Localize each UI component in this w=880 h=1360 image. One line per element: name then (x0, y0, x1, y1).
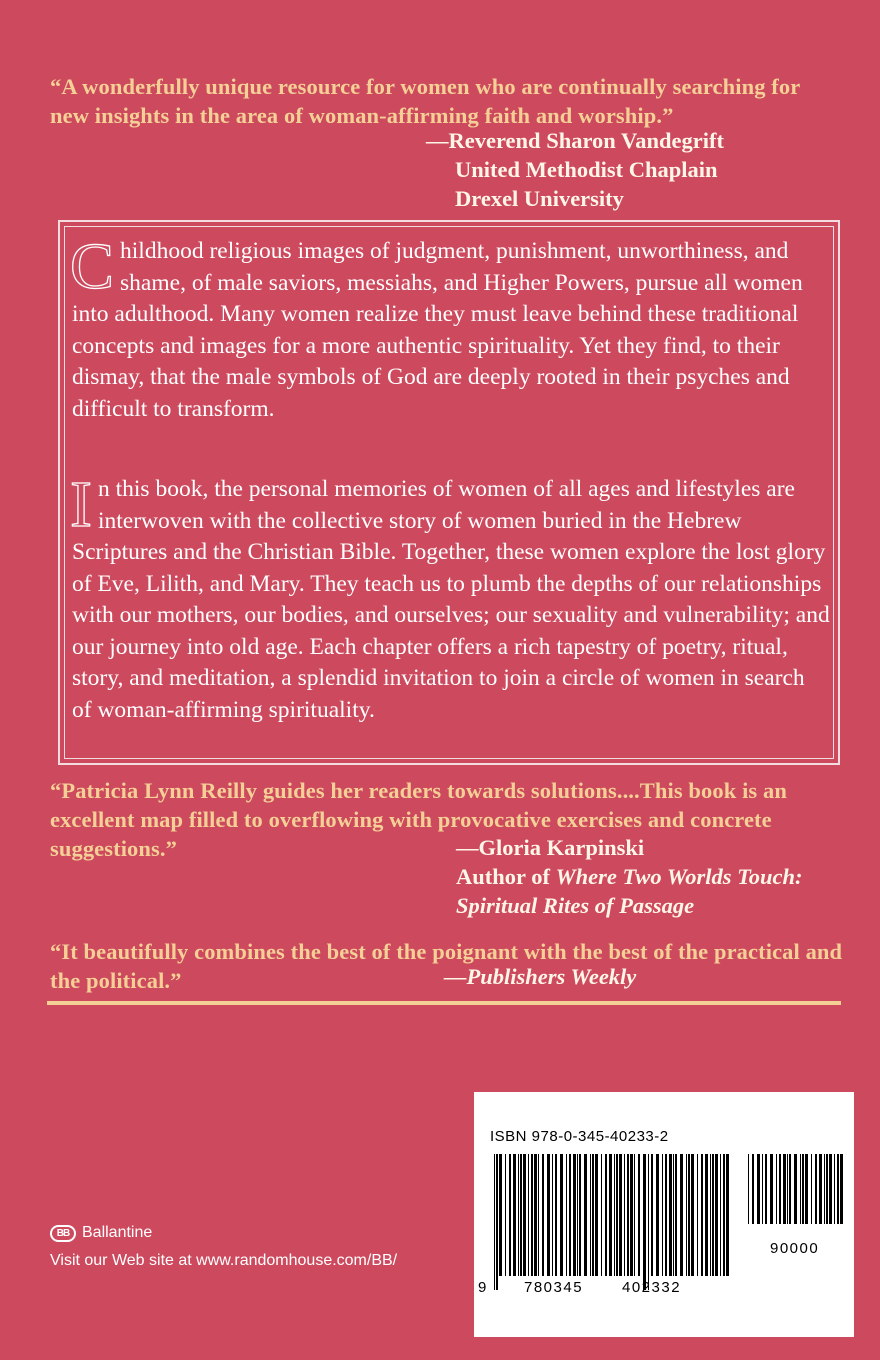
barcode-bar (748, 1154, 749, 1224)
barcode-bar (513, 1154, 516, 1276)
barcode-bar (634, 1154, 635, 1276)
isbn-label: ISBN 978-0-345-40233-2 (490, 1128, 669, 1145)
barcode-bar (826, 1154, 828, 1224)
blurb-paragraph-1 (70, 230, 830, 425)
barcode-bar (577, 1154, 578, 1276)
barcode-bar (673, 1154, 674, 1276)
barcode-bar (547, 1154, 550, 1276)
barcode-bar (552, 1154, 553, 1276)
barcode-bar (720, 1154, 721, 1276)
addon-barcode (736, 1154, 846, 1244)
barcode-bar (715, 1154, 718, 1276)
barcode-bar (573, 1154, 576, 1276)
barcode-panel (474, 1092, 854, 1337)
blurb-paragraph-2-text: n this book, the personal memories of women of all ages and lifestyles are interwoven with the collective story of women buried in the Hebrew Scriptures and the Christian Bible. Together, these women explore the lost glory of Eve, Lilith, and Mary. They teach us to plumb the depths of our relationships with our mothers, our bodies, and ourselves; our sexuality and vulnerability; and our journey into old age. Each chapter offers a rich tapestry of poetry, ritual, story, and meditation, a splendid invitation to join a circle of women in search of woman-affirming spirituality. (72, 476, 830, 723)
barcode-bar (566, 1154, 567, 1276)
barcode-bar (569, 1154, 571, 1276)
book-title-line-1: Where Two Worlds Touch: (555, 864, 803, 889)
barcode-bar (624, 1154, 625, 1276)
attribution-prefix: Author of (456, 864, 556, 889)
barcode-bar (555, 1154, 557, 1276)
barcode-bar (616, 1154, 618, 1276)
barcode-bar (638, 1154, 640, 1276)
book-title-line-2: Spiritual Rites of Passage (456, 893, 695, 918)
barcode-bar (584, 1154, 587, 1276)
barcode-digits-left: 780345 (524, 1279, 584, 1296)
barcode-bar (705, 1154, 708, 1276)
barcode-bar (656, 1154, 659, 1276)
barcode-bar (794, 1154, 797, 1224)
top-quote: “A wonderfully unique resource for women who are continually searching for new insights in the area of woman-affirming faith and worship.” (50, 74, 800, 128)
barcode-bar (595, 1154, 598, 1276)
bottom-quote: “It beautifully combines the best of the poignant with the best of the practical and the political.” (50, 939, 843, 993)
barcode-bar (840, 1154, 843, 1224)
barcode-bar (837, 1154, 839, 1224)
barcode-bar (787, 1154, 788, 1224)
attribution-name: —Reverend Sharon Vandegrift (426, 128, 724, 153)
ballantine-logo-icon: BB (50, 1225, 76, 1242)
barcode-bar (783, 1154, 786, 1224)
barcode-bar (542, 1154, 544, 1276)
barcode-bar (800, 1154, 801, 1224)
barcode-bar (762, 1154, 763, 1224)
barcode-bar (523, 1154, 526, 1276)
barcode-bar (579, 1154, 581, 1276)
attribution-institution: Drexel University (455, 186, 624, 211)
middle-quote-attribution (456, 833, 803, 920)
barcode-bar (701, 1154, 703, 1276)
barcode-bar (528, 1154, 529, 1276)
barcode-bar (534, 1154, 537, 1276)
dropcap-i: I (70, 468, 92, 541)
barcode-bar (697, 1154, 698, 1276)
barcode-bar (779, 1154, 781, 1224)
barcode-bar (680, 1154, 683, 1276)
barcode-bar (614, 1154, 615, 1276)
publication-name: —Publishers Weekly (444, 964, 637, 989)
top-quote-attribution (426, 126, 724, 213)
barcode-bar (776, 1154, 777, 1224)
barcode-bar (757, 1154, 760, 1224)
barcode-bar (824, 1154, 825, 1224)
barcode-bar (560, 1154, 563, 1276)
barcode-bar (496, 1154, 498, 1290)
barcode-bar (494, 1154, 495, 1290)
barcode-bar (723, 1154, 725, 1276)
barcode-bar (815, 1154, 817, 1224)
barcode-bar (819, 1154, 822, 1224)
barcode-bar (538, 1154, 539, 1276)
barcode-digits-right: 402332 (622, 1279, 682, 1296)
barcode-bar (609, 1154, 612, 1276)
middle-quote: “Patricia Lynn Reilly guides her readers towards solutions....This book is an excellent map filled to overflowing with provocative exercises and concrete suggestions.” (50, 778, 787, 861)
barcode-bar (531, 1154, 533, 1276)
barcode-bar (518, 1154, 519, 1276)
attribution-name: —Gloria Karpinski (456, 835, 645, 860)
barcode-bar (712, 1154, 714, 1276)
barcode-bar (765, 1154, 767, 1224)
barcode-bar (802, 1154, 804, 1224)
bottom-quote-attribution (444, 962, 636, 991)
publisher-block (50, 1224, 397, 1270)
blurb-paragraph-1-text: hildhood religious images of judgment, punishment, unworthiness, and shame, of male saviors, messiahs, and Higher Powers, pursue all women into adulthood. Many women realize they must leave behind these traditional concepts and images for a more authentic spirituality. Yet they find, to their dismay, that the male symbols of God are deeply rooted in their psyches and difficult to transform. (72, 238, 803, 422)
barcode-bar (726, 1154, 729, 1276)
barcode-bar (499, 1154, 502, 1276)
attribution-role: United Methodist Chaplain (455, 157, 718, 182)
barcode-bar (605, 1154, 607, 1276)
barcode-bar (627, 1154, 629, 1276)
barcode-bar (630, 1154, 633, 1276)
barcode-bar (665, 1154, 667, 1276)
barcode-bar (675, 1154, 677, 1276)
barcode-bar (601, 1154, 602, 1276)
ean-barcode (482, 1154, 732, 1294)
publisher-name: Ballantine (82, 1224, 153, 1241)
publisher-website: Visit our Web site at www.randomhouse.com/BB/ (50, 1252, 398, 1269)
barcode-digit-first: 9 (478, 1279, 488, 1296)
barcode-bar (648, 1154, 649, 1290)
divider-rule (47, 1001, 841, 1005)
barcode-bar (662, 1154, 663, 1276)
barcode-bar (811, 1154, 812, 1224)
barcode-bar (789, 1154, 791, 1224)
barcode-bar (619, 1154, 622, 1276)
barcode-bar (752, 1154, 754, 1224)
barcode-bar (691, 1154, 694, 1276)
barcode-bar (834, 1154, 835, 1224)
barcode-bar (509, 1154, 511, 1276)
barcode-bar (686, 1154, 687, 1276)
barcode-bar (592, 1154, 594, 1276)
dropcap-c: C (70, 230, 115, 303)
barcode-bar (688, 1154, 690, 1276)
barcode-bar (651, 1154, 653, 1276)
barcode-bar (520, 1154, 522, 1276)
barcode-bar (590, 1154, 591, 1276)
barcode-bar (829, 1154, 832, 1224)
barcode-bar (805, 1154, 808, 1224)
barcode-bar (770, 1154, 773, 1224)
blurb-paragraph-2 (70, 468, 830, 726)
barcode-bar (710, 1154, 711, 1276)
barcode-bar (669, 1154, 672, 1276)
addon-digits: 90000 (770, 1240, 820, 1257)
barcode-bar (505, 1154, 506, 1276)
barcode-bar (643, 1154, 646, 1290)
